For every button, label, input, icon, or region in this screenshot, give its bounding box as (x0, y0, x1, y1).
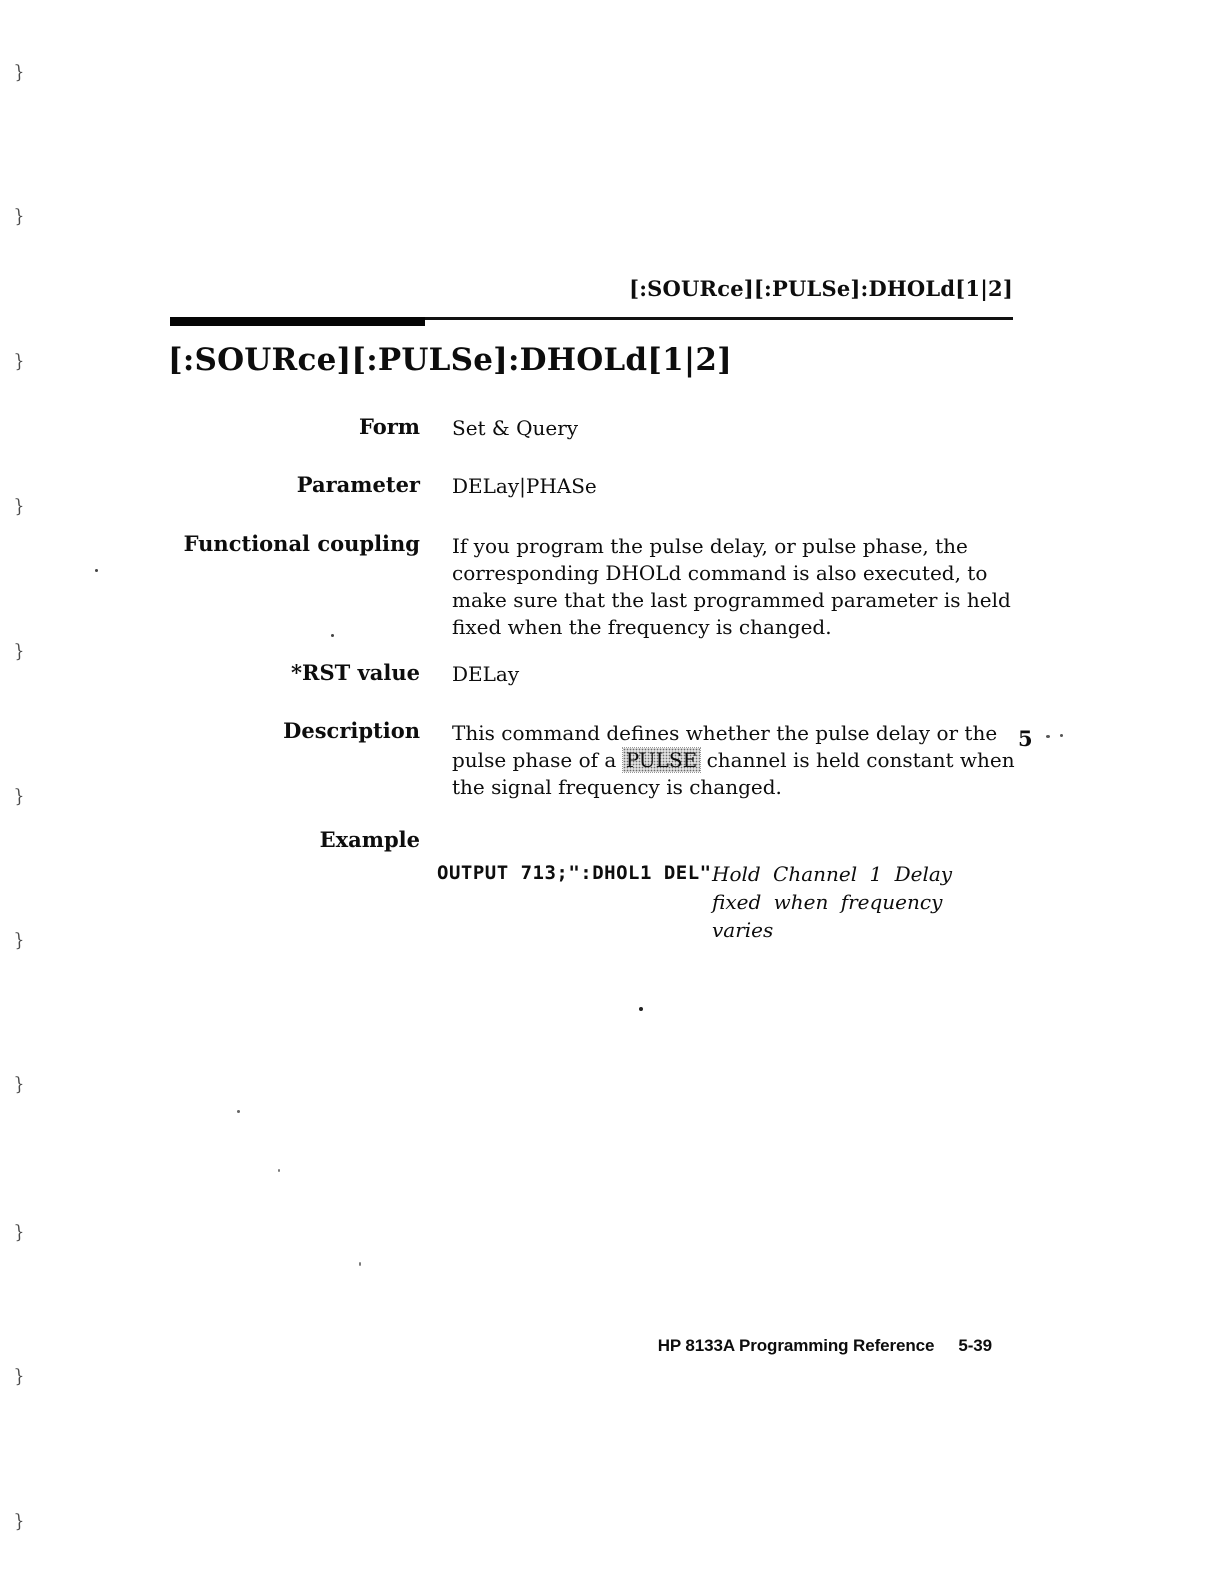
scan-margin-mark: } (13, 494, 25, 518)
description-label: Description (283, 718, 420, 743)
example-label: Example (319, 827, 420, 852)
parameter-label: Parameter (296, 472, 420, 497)
chapter-tab-number: 5 (1018, 726, 1033, 751)
scan-margin-mark: } (13, 349, 25, 373)
form-value: Set & Query (452, 416, 579, 440)
scan-speck (278, 1169, 280, 1172)
scan-speck (95, 569, 98, 572)
page-footer (420, 1336, 992, 1356)
scan-speck (639, 1007, 643, 1011)
scan-margin-mark: } (13, 928, 25, 952)
scan-margin-mark: } (13, 784, 25, 808)
scan-speck (331, 634, 334, 637)
scan-speck (1060, 734, 1063, 737)
scan-margin-mark: } (13, 60, 25, 84)
scan-margin-mark: } (13, 1509, 25, 1533)
rst-value-label: *RST value (291, 660, 420, 685)
description-text-post: channel is held constant when the signal frequency is changed. (452, 748, 1015, 799)
footer-title: HP 8133A Programming Reference (657, 1336, 935, 1355)
scan-margin-mark: } (13, 639, 25, 663)
scan-margin-mark: } (13, 1364, 25, 1388)
scan-margin-mark: } (13, 204, 25, 228)
header-rule-thick-segment (170, 317, 425, 326)
example-comment: Hold Channel 1 Delay fixed when frequency varies (712, 862, 953, 942)
scan-speck (1046, 735, 1050, 738)
page-title: [:SOURce][:PULSe]:DHOLd[1|2] (168, 342, 733, 378)
scan-speck (359, 1262, 361, 1266)
rst-value: DELay (452, 662, 520, 686)
form-label: Form (358, 414, 420, 439)
header-rule-thin-segment (425, 317, 1013, 320)
scan-margin-mark: } (13, 1220, 25, 1244)
parameter-value: DELay|PHASe (452, 474, 597, 498)
running-header-command: [:SOURce][:PULSe]:DHOLd[1|2] (629, 276, 1013, 301)
scan-margin-mark: } (13, 1072, 25, 1096)
description-text (452, 720, 1030, 801)
functional-coupling-text: If you program the pulse delay, or pulse phase, the corresponding DHOLd command is also executed, to make sure that the last programmed parameter is held fixed when the frequency is changed. (452, 534, 1011, 639)
example-code: OUTPUT 713;":DHOL1 DEL" (437, 862, 712, 884)
highlighted-pulse-word: PULSE (623, 748, 701, 772)
description-text-pre: This command defines whether the pulse delay or the pulse phase of a (452, 721, 998, 772)
scan-speck (237, 1110, 240, 1113)
footer-page-number: 5-39 (958, 1336, 992, 1355)
functional-coupling-label: Functional coupling (183, 531, 420, 556)
